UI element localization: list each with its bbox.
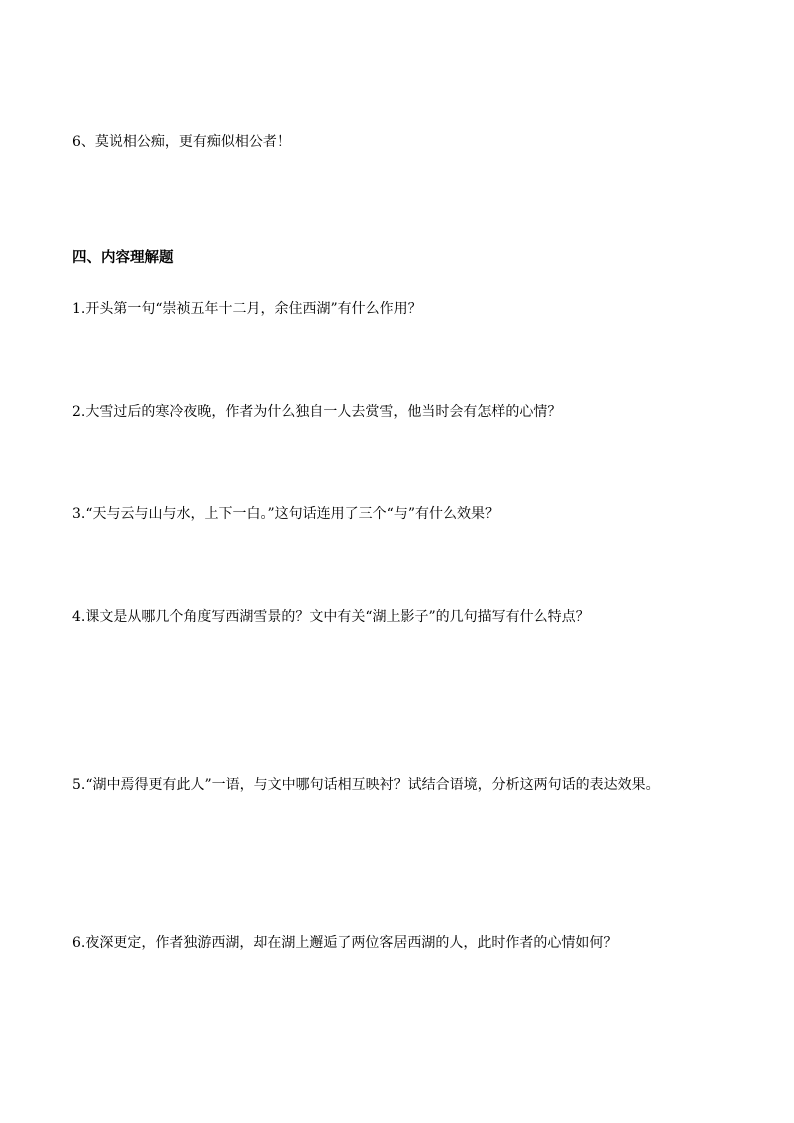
question-1: 1.开头第一句“崇祯五年十二月，余住西湖”有什么作用？ [72, 301, 422, 317]
question-2: 2.大雪过后的寒冷夜晚，作者为什么独自一人去赏雪，他当时会有怎样的心情？ [72, 404, 562, 420]
question-4: 4.课文是从哪几个角度写西湖雪景的？文中有关“湖上影子”的几句描写有什么特点？ [72, 609, 590, 625]
fill-item-6: 6、莫说相公痴，更有痴似相公者！ [72, 134, 291, 150]
question-3: 3.“天与云与山与水，上下一白。”这句话连用了三个“与”有什么效果？ [72, 506, 499, 522]
section-heading: 四、内容理解题 [72, 250, 174, 266]
question-5: 5.“湖中焉得更有此人”一语，与文中哪句话相互映衬？试结合语境，分析这两句话的表达效果。 [72, 777, 660, 793]
question-6: 6.夜深更定，作者独游西湖，却在湖上邂逅了两位客居西湖的人，此时作者的心情如何？ [72, 935, 618, 951]
